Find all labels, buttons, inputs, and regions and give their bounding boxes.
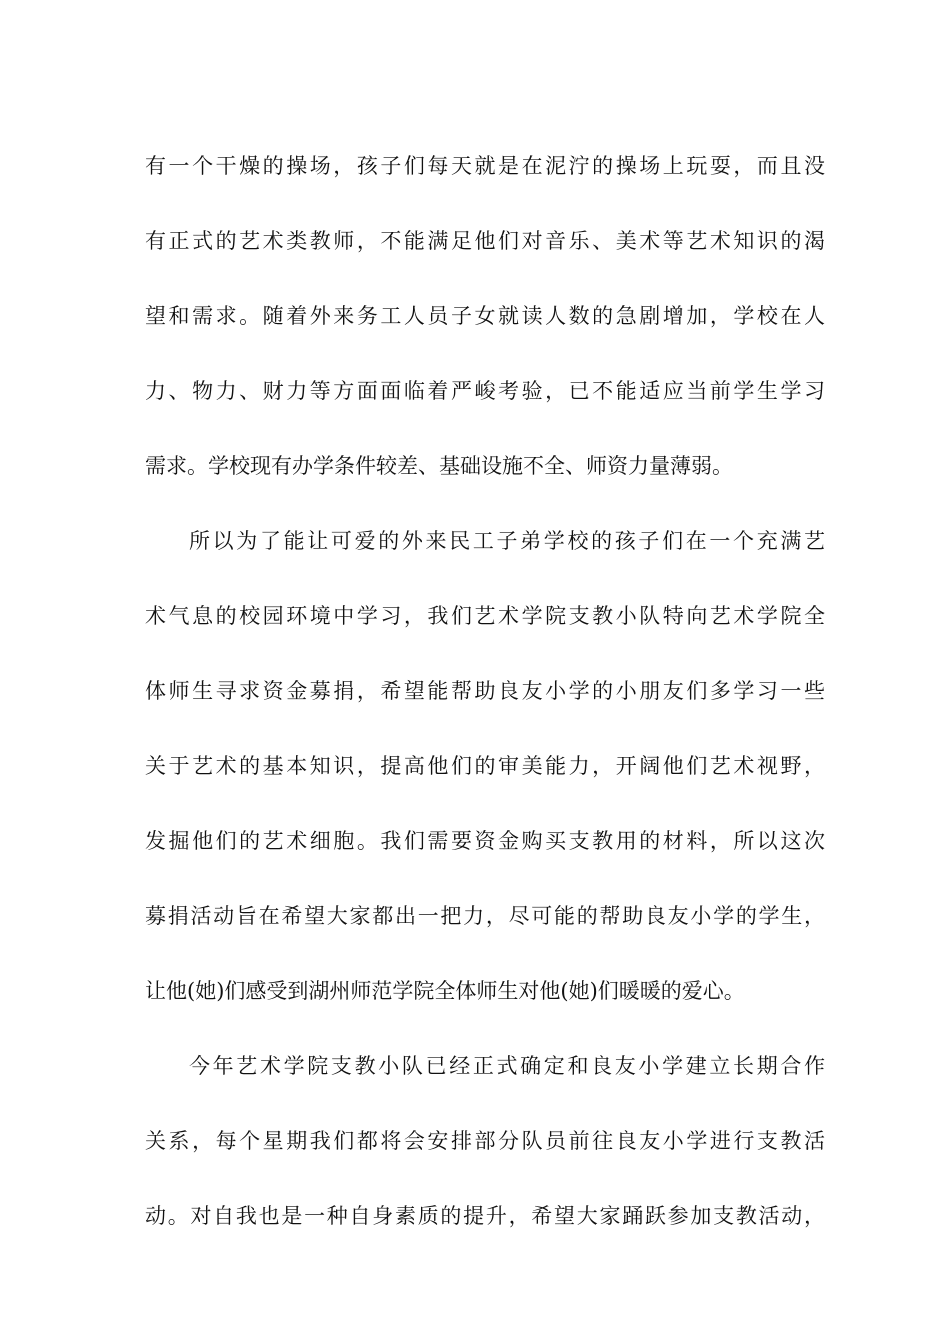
text-line: 所以为了能让可爱的外来民工子弟学校的孩子们在一个充满艺 <box>189 529 825 553</box>
text-line: 动。对自我也是一种自身素质的提升，希望大家踊跃参加支教活动， <box>145 1204 825 1228</box>
text-line: 有一个干燥的操场，孩子们每天就是在泥泞的操场上玩耍，而且没 <box>145 154 825 178</box>
text-line: 募捐活动旨在希望大家都出一把力，尽可能的帮助良友小学的学生， <box>145 904 825 928</box>
text-line: 有正式的艺术类教师，不能满足他们对音乐、美术等艺术知识的渴 <box>145 229 825 253</box>
paragraph-3 <box>145 1029 825 1254</box>
paragraph-1 <box>145 129 825 504</box>
document-body <box>145 129 825 1254</box>
text-line: 力、物力、财力等方面面临着严峻考验，已不能适应当前学生学习 <box>145 379 825 403</box>
text-line: 需求。学校现有办学条件较差、基础设施不全、师资力量薄弱。 <box>145 454 733 478</box>
text-line: 体师生寻求资金募捐，希望能帮助良友小学的小朋友们多学习一些 <box>145 679 825 703</box>
text-line: 关于艺术的基本知识，提高他们的审美能力，开阔他们艺术视野， <box>145 754 825 778</box>
text-line: 望和需求。随着外来务工人员子女就读人数的急剧增加，学校在人 <box>145 304 825 328</box>
text-line: 发掘他们的艺术细胞。我们需要资金购买支教用的材料，所以这次 <box>145 829 825 853</box>
text-line: 关系，每个星期我们都将会安排部分队员前往良友小学进行支教活 <box>145 1129 825 1153</box>
text-line: 让他(她)们感受到湖州师范学院全体师生对他(她)们暖暖的爱心。 <box>145 979 745 1003</box>
paragraph-2 <box>145 504 825 1029</box>
text-line: 今年艺术学院支教小队已经正式确定和良友小学建立长期合作 <box>189 1054 825 1078</box>
text-line: 术气息的校园环境中学习，我们艺术学院支教小队特向艺术学院全 <box>145 604 825 628</box>
